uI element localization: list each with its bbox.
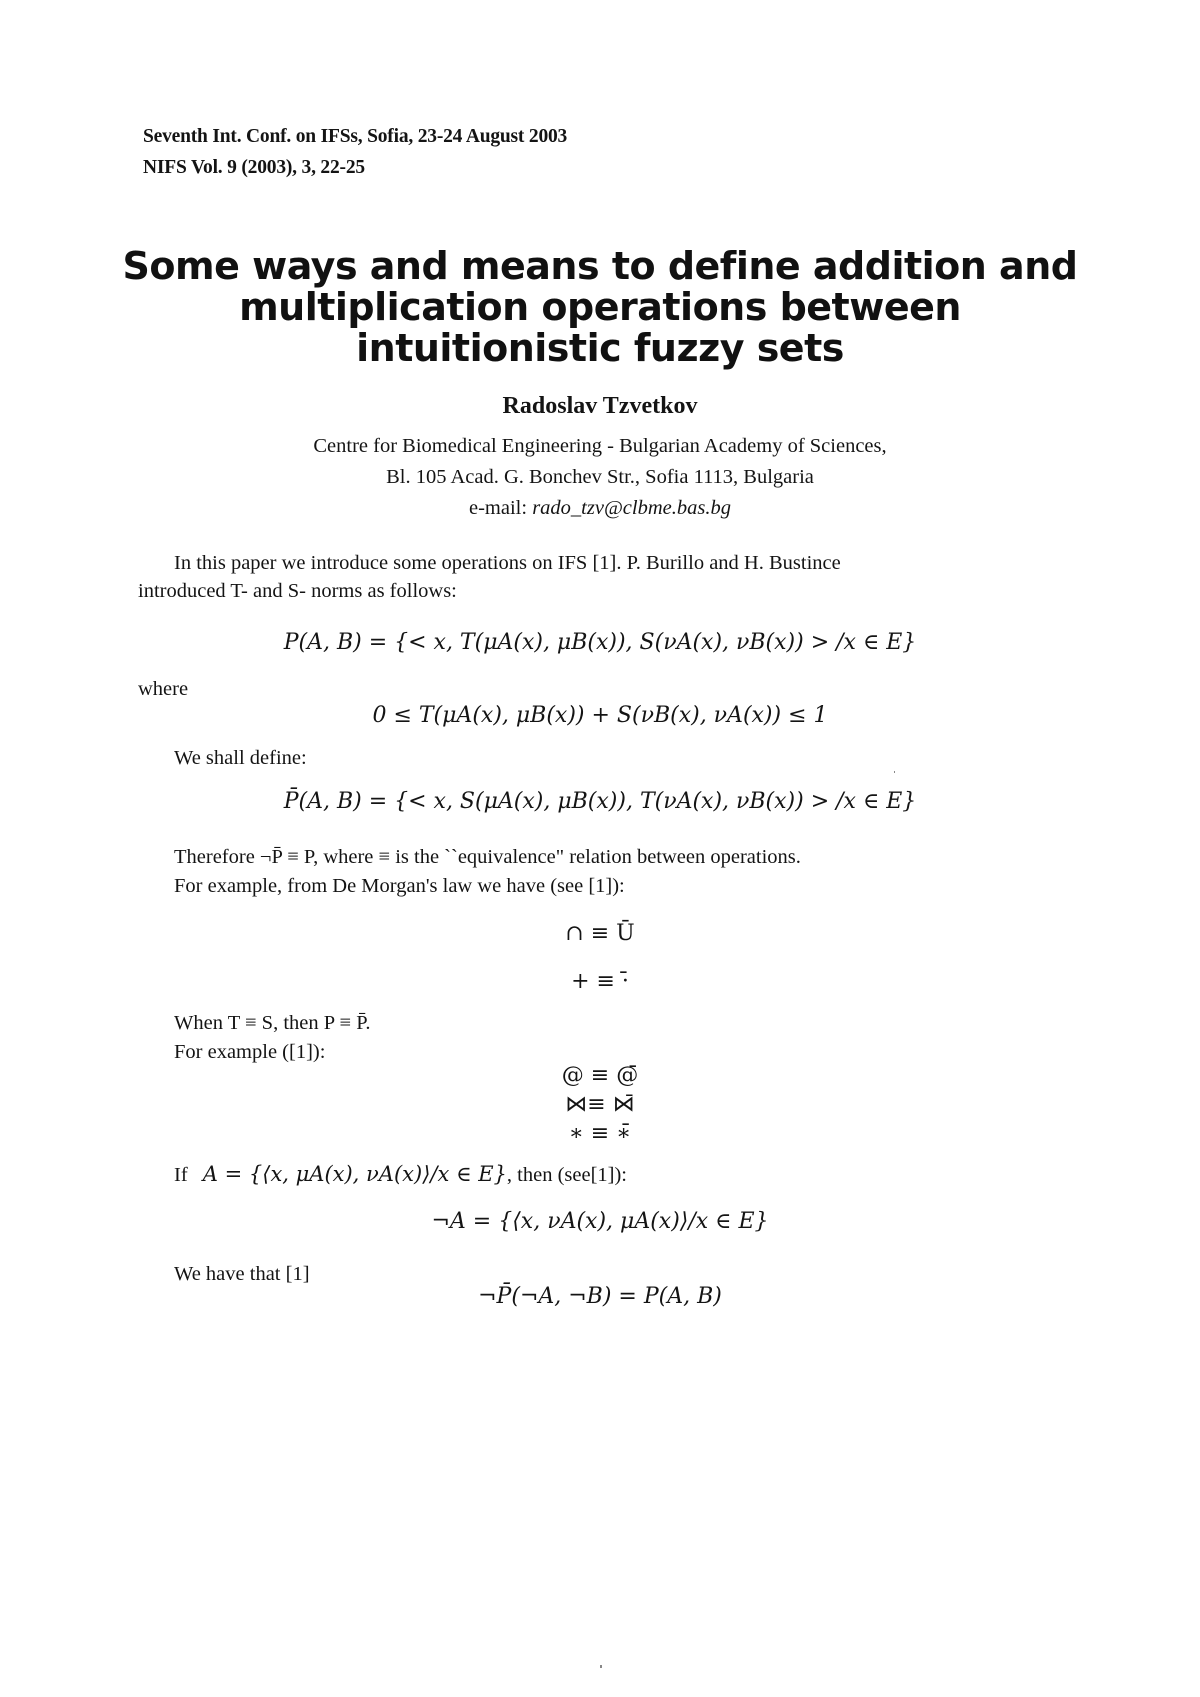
scan-speck [600, 1665, 602, 1668]
equation-intersection-union: ∩ ≡ Ū [565, 921, 635, 946]
if-suffix: , then (see[1]): [506, 1164, 628, 1186]
conference-header: Seventh Int. Conf. on IFSs, Sofia, 23-24 August 2003 [143, 126, 568, 147]
equation-p-bar-definition: P̄(A, B) = {< x, S(μA(x), μB(x)), T(νA(x), νB(x)) > /x ∈ E} [283, 789, 917, 814]
if-statement-line [174, 1159, 627, 1190]
example-2-text: For example ([1]): [174, 1041, 326, 1063]
equation-final: ¬P̄(¬A, ¬B) = P(A, B) [478, 1284, 722, 1309]
intro-line-1: In this paper we introduce some operations on IFS [1]. P. Burillo and H. Bustince [174, 552, 841, 574]
affiliation-email-line [0, 492, 1200, 525]
we-have-text: We have that [1] [174, 1263, 310, 1285]
paper-title-line-1: Some ways and means to define addition and [122, 244, 1078, 288]
therefore-text: Therefore ¬P̄ ≡ P, where ≡ is the ``equivalence" relation between operations. [174, 846, 801, 868]
equation-negation: ¬A = {⟨x, νA(x), μA(x)⟩/x ∈ E} [431, 1209, 769, 1234]
email-label: e-mail: [469, 497, 528, 519]
affiliation-line-2: Bl. 105 Acad. G. Bonchev Str., Sofia 1113, Bulgaria [386, 466, 814, 488]
where-label: where [138, 678, 189, 700]
email-address[interactable]: rado_tzv@clbme.bas.bg [532, 497, 731, 519]
shall-define-text: We shall define: [174, 747, 307, 769]
equation-at: @ ≡ @̄ [561, 1063, 639, 1088]
paper-title-line-3: intuitionistic fuzzy sets [356, 326, 844, 370]
equation-plus-dot: + ≡ ·̄ [571, 969, 629, 994]
scan-speck [894, 771, 895, 773]
author-name: Radoslav Tzvetkov [502, 393, 698, 419]
equation-star: ∗ ≡ ∗̄ [568, 1121, 632, 1146]
affiliation-line-1: Centre for Biomedical Engineering - Bulgarian Academy of Sciences, [313, 435, 887, 457]
intro-line-2: introduced T- and S- norms as follows: [138, 580, 457, 602]
paper-title-line-2: multiplication operations between [239, 285, 961, 329]
demorgan-example-text: For example, from De Morgan's law we have (see [1]): [174, 875, 625, 897]
if-prefix: If [174, 1164, 188, 1186]
equation-bowtie: ⋈≡ ⋈̄ [565, 1092, 635, 1117]
when-t-equals-s-text: When T ≡ S, then P ≡ P̄. [174, 1012, 371, 1034]
journal-header: NIFS Vol. 9 (2003), 3, 22-25 [143, 157, 365, 178]
equation-p-definition: P(A, B) = {< x, T(μA(x), μB(x)), S(νA(x), νB(x)) > /x ∈ E} [283, 630, 917, 655]
if-set-equation: A = {⟨x, μA(x), νA(x)⟩/x ∈ E} [202, 1162, 507, 1186]
equation-constraint: 0 ≤ T(μA(x), μB(x)) + S(νB(x), νA(x)) ≤ 1 [372, 703, 828, 728]
